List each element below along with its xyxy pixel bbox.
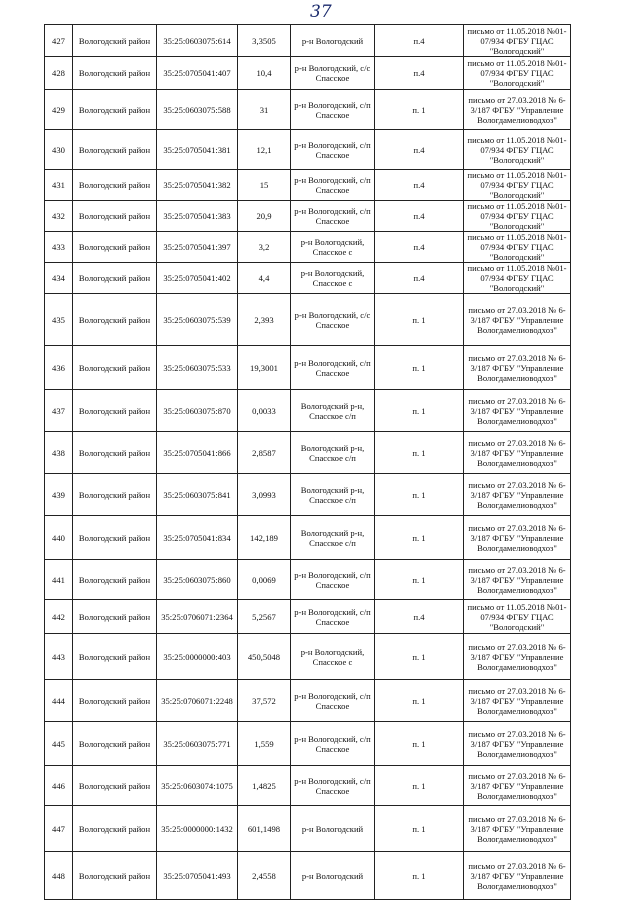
location-cell: р-н Вологодский, Спасское с [291,634,375,680]
clause-cell: п.4 [375,130,464,170]
table-row [45,263,571,294]
table-row [45,390,571,432]
area-cell: 1,559 [238,722,291,766]
area-cell: 450,5048 [238,634,291,680]
district-cell: Вологодский район [73,346,157,390]
area-cell: 10,4 [238,57,291,90]
row-number: 444 [45,680,73,722]
location-cell: Вологодский р-н, Спасское с/п [291,474,375,516]
table-row [45,680,571,722]
cadastral-number-cell: 35:25:0706071:2364 [157,600,238,634]
clause-cell: п.4 [375,170,464,201]
location-cell: р-н Вологодский, с/с Спасское [291,57,375,90]
row-number: 446 [45,766,73,806]
clause-cell: п. 1 [375,390,464,432]
row-number: 437 [45,390,73,432]
clause-cell: п. 1 [375,852,464,900]
row-number: 448 [45,852,73,900]
location-cell: р-н Вологодский, с/п Спасское [291,766,375,806]
location-cell: р-н Вологодский, с/с Спасское [291,294,375,346]
district-cell: Вологодский район [73,516,157,560]
table-row [45,766,571,806]
location-cell: р-н Вологодский, с/п Спасское [291,170,375,201]
basis-document-cell: письмо от 11.05.2018 №01-07/934 ФГБУ ГЦАС "Вологодский" [464,25,571,57]
location-cell: р-н Вологодский, с/п Спасское [291,600,375,634]
district-cell: Вологодский район [73,560,157,600]
area-cell: 15 [238,170,291,201]
location-cell: р-н Вологодский, Спасское с [291,263,375,294]
area-cell: 0,0069 [238,560,291,600]
clause-cell: п. 1 [375,90,464,130]
cadastral-number-cell: 35:25:0705041:407 [157,57,238,90]
area-cell: 2,8587 [238,432,291,474]
row-number: 443 [45,634,73,680]
table-row [45,516,571,560]
district-cell: Вологодский район [73,852,157,900]
district-cell: Вологодский район [73,432,157,474]
basis-document-cell: письмо от 27.03.2018 № 6-3/187 ФГБУ "Управление Вологдамелиоводхоз" [464,474,571,516]
cadastral-number-cell: 35:25:0705041:402 [157,263,238,294]
area-cell: 5,2567 [238,600,291,634]
location-cell: Вологодский р-н, Спасское с/п [291,432,375,474]
basis-document-cell: письмо от 27.03.2018 № 6-3/187 ФГБУ "Управление Вологдамелиоводхоз" [464,294,571,346]
basis-document-cell: письмо от 11.05.2018 №01-07/934 ФГБУ ГЦАС "Вологодский" [464,232,571,263]
basis-document-cell: письмо от 11.05.2018 №01-07/934 ФГБУ ГЦАС "Вологодский" [464,600,571,634]
table-row [45,634,571,680]
basis-document-cell: письмо от 11.05.2018 №01-07/934 ФГБУ ГЦАС "Вологодский" [464,170,571,201]
district-cell: Вологодский район [73,474,157,516]
clause-cell: п. 1 [375,474,464,516]
district-cell: Вологодский район [73,201,157,232]
basis-document-cell: письмо от 27.03.2018 № 6-3/187 ФГБУ "Управление Вологдамелиоводхоз" [464,680,571,722]
area-cell: 2,393 [238,294,291,346]
table-row [45,57,571,90]
district-cell: Вологодский район [73,634,157,680]
cadastral-number-cell: 35:25:0603075:870 [157,390,238,432]
district-cell: Вологодский район [73,263,157,294]
basis-document-cell: письмо от 27.03.2018 № 6-3/187 ФГБУ "Управление Вологдамелиоводхоз" [464,806,571,852]
cadastral-number-cell: 35:25:0603075:860 [157,560,238,600]
basis-document-cell: письмо от 27.03.2018 № 6-3/187 ФГБУ "Управление Вологдамелиоводхоз" [464,516,571,560]
location-cell: р-н Вологодский, Спасское с [291,232,375,263]
district-cell: Вологодский район [73,766,157,806]
district-cell: Вологодский район [73,722,157,766]
table-row [45,600,571,634]
table-row [45,201,571,232]
table-row [45,852,571,900]
clause-cell: п. 1 [375,680,464,722]
table-row [45,130,571,170]
cadastral-number-cell: 35:25:0705041:383 [157,201,238,232]
area-cell: 3,0993 [238,474,291,516]
basis-document-cell: письмо от 11.05.2018 №01-07/934 ФГБУ ГЦАС "Вологодский" [464,130,571,170]
row-number: 435 [45,294,73,346]
cadastral-number-cell: 35:25:0603075:533 [157,346,238,390]
cadastral-number-cell: 35:25:0603075:539 [157,294,238,346]
row-number: 433 [45,232,73,263]
table-row [45,560,571,600]
area-cell: 1,4825 [238,766,291,806]
table-row [45,346,571,390]
location-cell: р-н Вологодский, с/п Спасское [291,346,375,390]
row-number: 432 [45,201,73,232]
row-number: 441 [45,560,73,600]
basis-document-cell: письмо от 27.03.2018 № 6-3/187 ФГБУ "Управление Вологдамелиоводхоз" [464,722,571,766]
location-cell: Вологодский р-н, Спасское с/п [291,516,375,560]
row-number: 442 [45,600,73,634]
basis-document-cell: письмо от 27.03.2018 № 6-3/187 ФГБУ "Управление Вологдамелиоводхоз" [464,90,571,130]
clause-cell: п. 1 [375,346,464,390]
clause-cell: п. 1 [375,516,464,560]
clause-cell: п. 1 [375,432,464,474]
basis-document-cell: письмо от 27.03.2018 № 6-3/187 ФГБУ "Управление Вологдамелиоводхоз" [464,432,571,474]
district-cell: Вологодский район [73,232,157,263]
cadastral-number-cell: 35:25:0705041:382 [157,170,238,201]
cadastral-number-cell: 35:25:0705041:866 [157,432,238,474]
clause-cell: п. 1 [375,766,464,806]
table-row [45,25,571,57]
location-cell: р-н Вологодский, с/п Спасское [291,90,375,130]
clause-cell: п. 1 [375,294,464,346]
cadastral-number-cell: 35:25:0705041:397 [157,232,238,263]
district-cell: Вологодский район [73,600,157,634]
table-row [45,474,571,516]
clause-cell: п.4 [375,201,464,232]
row-number: 436 [45,346,73,390]
area-cell: 2,4558 [238,852,291,900]
land-registry-table [44,24,571,900]
location-cell: р-н Вологодский, с/п Спасское [291,680,375,722]
location-cell: Вологодский р-н, Спасское с/п [291,390,375,432]
area-cell: 3,3505 [238,25,291,57]
clause-cell: п.4 [375,57,464,90]
area-cell: 37,572 [238,680,291,722]
cadastral-number-cell: 35:25:0705041:834 [157,516,238,560]
row-number: 447 [45,806,73,852]
table-row [45,170,571,201]
row-number: 428 [45,57,73,90]
location-cell: р-н Вологодский, с/п Спасское [291,560,375,600]
district-cell: Вологодский район [73,680,157,722]
clause-cell: п.4 [375,232,464,263]
location-cell: р-н Вологодский [291,806,375,852]
cadastral-number-cell: 35:25:0706071:2248 [157,680,238,722]
area-cell: 19,3001 [238,346,291,390]
row-number: 434 [45,263,73,294]
basis-document-cell: письмо от 27.03.2018 № 6-3/187 ФГБУ "Управление Вологдамелиоводхоз" [464,852,571,900]
clause-cell: п.4 [375,25,464,57]
row-number: 445 [45,722,73,766]
location-cell: р-н Вологодский [291,852,375,900]
district-cell: Вологодский район [73,57,157,90]
district-cell: Вологодский район [73,130,157,170]
area-cell: 20,9 [238,201,291,232]
row-number: 431 [45,170,73,201]
district-cell: Вологодский район [73,25,157,57]
table-row [45,294,571,346]
location-cell: р-н Вологодский, с/п Спасское [291,722,375,766]
cadastral-number-cell: 35:25:0603075:841 [157,474,238,516]
location-cell: р-н Вологодский, с/п Спасское [291,201,375,232]
district-cell: Вологодский район [73,390,157,432]
area-cell: 601,1498 [238,806,291,852]
row-number: 427 [45,25,73,57]
clause-cell: п. 1 [375,634,464,680]
row-number: 429 [45,90,73,130]
district-cell: Вологодский район [73,806,157,852]
district-cell: Вологодский район [73,170,157,201]
page-number: 37 [310,2,332,22]
cadastral-number-cell: 35:25:0000000:403 [157,634,238,680]
row-number: 430 [45,130,73,170]
cadastral-number-cell: 35:25:0000000:1432 [157,806,238,852]
basis-document-cell: письмо от 11.05.2018 №01-07/934 ФГБУ ГЦАС "Вологодский" [464,201,571,232]
location-cell: р-н Вологодский, с/п Спасское [291,130,375,170]
clause-cell: п. 1 [375,560,464,600]
cadastral-number-cell: 35:25:0603074:1075 [157,766,238,806]
area-cell: 12,1 [238,130,291,170]
row-number: 439 [45,474,73,516]
basis-document-cell: письмо от 27.03.2018 № 6-3/187 ФГБУ "Управление Вологдамелиоводхоз" [464,390,571,432]
area-cell: 31 [238,90,291,130]
cadastral-number-cell: 35:25:0603075:771 [157,722,238,766]
clause-cell: п.4 [375,263,464,294]
cadastral-number-cell: 35:25:0603075:588 [157,90,238,130]
cadastral-number-cell: 35:25:0705041:381 [157,130,238,170]
cadastral-number-cell: 35:25:0705041:493 [157,852,238,900]
area-cell: 3,2 [238,232,291,263]
table-row [45,432,571,474]
area-cell: 142,189 [238,516,291,560]
basis-document-cell: письмо от 11.05.2018 №01-07/934 ФГБУ ГЦАС "Вологодский" [464,263,571,294]
basis-document-cell: письмо от 11.05.2018 №01-07/934 ФГБУ ГЦАС "Вологодский" [464,57,571,90]
clause-cell: п.4 [375,600,464,634]
row-number: 440 [45,516,73,560]
location-cell: р-н Вологодский [291,25,375,57]
basis-document-cell: письмо от 27.03.2018 № 6-3/187 ФГБУ "Управление Вологдамелиоводхоз" [464,634,571,680]
row-number: 438 [45,432,73,474]
basis-document-cell: письмо от 27.03.2018 № 6-3/187 ФГБУ "Управление Вологдамелиоводхоз" [464,560,571,600]
cadastral-number-cell: 35:25:0603075:614 [157,25,238,57]
district-cell: Вологодский район [73,90,157,130]
clause-cell: п. 1 [375,806,464,852]
table-row [45,232,571,263]
area-cell: 0,0033 [238,390,291,432]
basis-document-cell: письмо от 27.03.2018 № 6-3/187 ФГБУ "Управление Вологдамелиоводхоз" [464,346,571,390]
table-row [45,90,571,130]
basis-document-cell: письмо от 27.03.2018 № 6-3/187 ФГБУ "Управление Вологдамелиоводхоз" [464,766,571,806]
area-cell: 4,4 [238,263,291,294]
district-cell: Вологодский район [73,294,157,346]
table-row [45,722,571,766]
table-row [45,806,571,852]
clause-cell: п. 1 [375,722,464,766]
